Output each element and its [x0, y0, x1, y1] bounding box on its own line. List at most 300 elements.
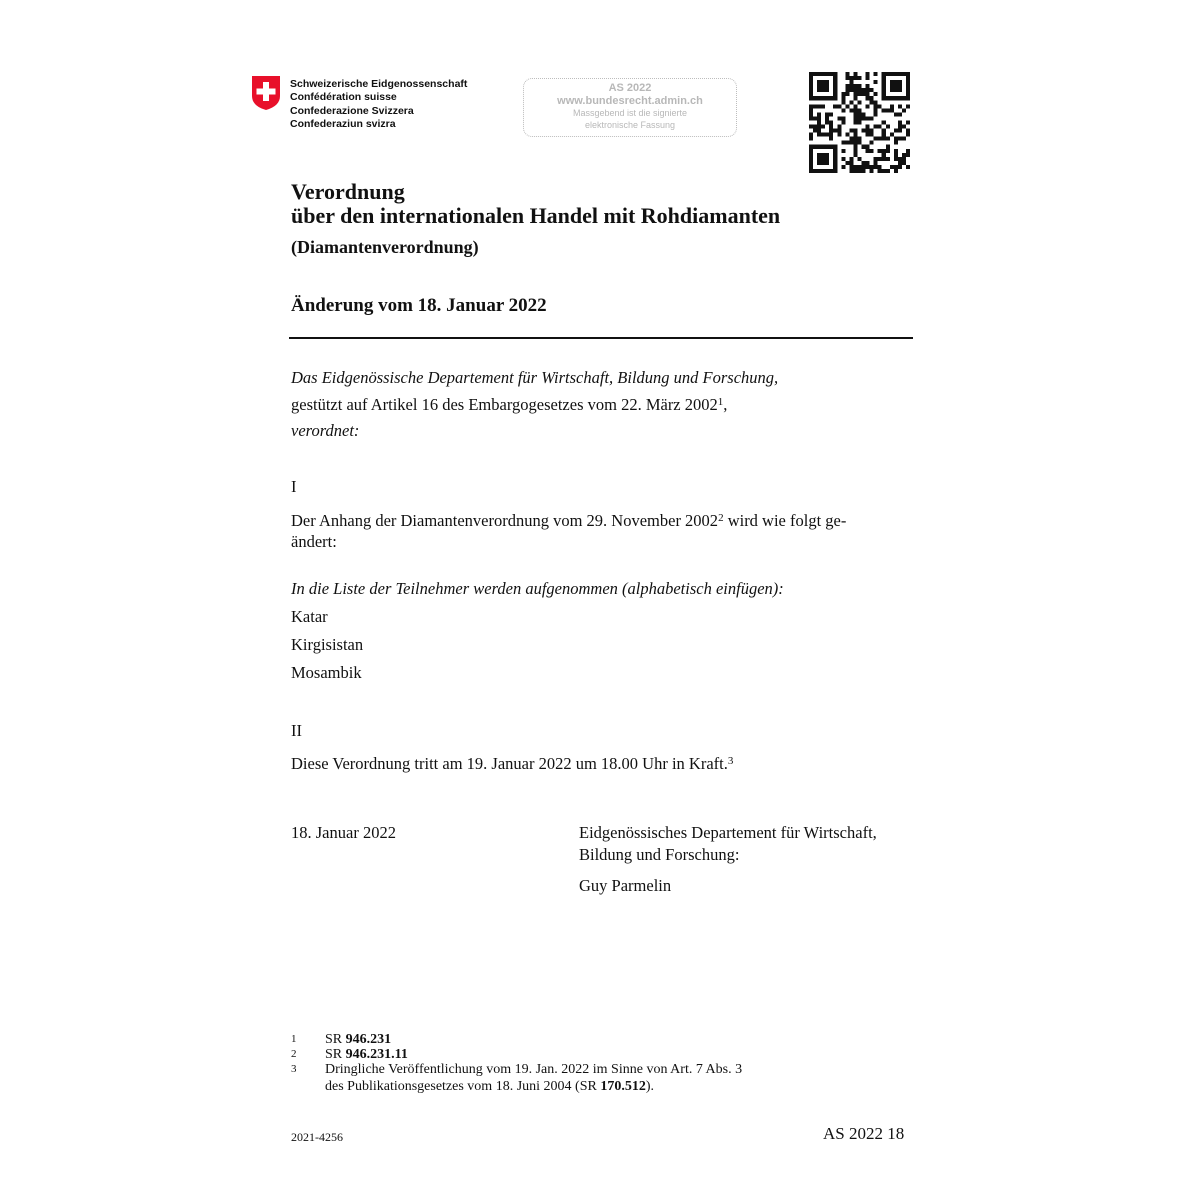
qr-module — [813, 96, 817, 100]
qr-module — [886, 125, 890, 129]
qr-module — [870, 141, 874, 145]
qr-module — [866, 133, 870, 137]
qr-module — [813, 125, 817, 129]
qr-module — [890, 165, 894, 169]
qr-module — [902, 108, 906, 112]
qr-module — [890, 72, 894, 76]
qr-module — [898, 84, 902, 88]
section-1-text-c: ändert: — [291, 532, 337, 551]
qr-module — [825, 116, 829, 120]
qr-module — [878, 137, 882, 141]
qr-module — [825, 161, 829, 165]
footnote-prefix: SR — [325, 1047, 346, 1062]
qr-module — [886, 137, 890, 141]
qr-module — [878, 165, 882, 169]
qr-module — [874, 80, 878, 84]
confederation-line-rm: Confederaziun svizra — [290, 117, 396, 130]
qr-module — [882, 149, 886, 153]
qr-module — [849, 129, 853, 133]
qr-module — [857, 84, 861, 88]
qr-module — [845, 72, 849, 76]
qr-module — [894, 165, 898, 169]
qr-module — [866, 92, 870, 96]
qr-module — [853, 165, 857, 169]
qr-module — [866, 96, 870, 100]
qr-module — [833, 153, 837, 157]
qr-module — [809, 137, 813, 141]
qr-module — [829, 120, 833, 124]
qr-module — [813, 129, 817, 133]
qr-module — [894, 141, 898, 145]
stamp-url: www.bundesrecht.admin.ch — [557, 95, 703, 107]
qr-module — [821, 72, 825, 76]
qr-module — [882, 169, 886, 173]
qr-module — [853, 169, 857, 173]
qr-module — [906, 80, 910, 84]
qr-module — [874, 157, 878, 161]
qr-module — [894, 153, 898, 157]
footnote-number: 3 — [291, 1063, 297, 1075]
qr-module — [874, 165, 878, 169]
footnote-ref-2[interactable]: 2 — [718, 512, 724, 524]
qr-module — [894, 88, 898, 92]
qr-module — [870, 149, 874, 153]
qr-module — [809, 80, 813, 84]
confederation-line-it: Confederazione Svizzera — [290, 104, 414, 117]
qr-module — [886, 72, 890, 76]
qr-module — [902, 72, 906, 76]
qr-module — [829, 133, 833, 137]
qr-module — [866, 161, 870, 165]
qr-module — [862, 169, 866, 173]
qr-module — [866, 76, 870, 80]
qr-module — [849, 84, 853, 88]
qr-module — [809, 169, 813, 173]
qr-module — [906, 72, 910, 76]
qr-module — [853, 149, 857, 153]
qr-module — [894, 80, 898, 84]
qr-module — [817, 96, 821, 100]
stamp-as-number: AS 2022 — [608, 82, 652, 94]
qr-module — [853, 137, 857, 141]
qr-module — [890, 108, 894, 112]
qr-module — [882, 76, 886, 80]
qr-module — [825, 88, 829, 92]
qr-module — [857, 100, 861, 104]
qr-module — [841, 141, 845, 145]
qr-module — [809, 76, 813, 80]
qr-module — [809, 149, 813, 153]
qr-module — [849, 100, 853, 104]
section-1-text — [291, 510, 913, 532]
preamble-basis-end: , — [723, 395, 728, 414]
qr-module — [882, 92, 886, 96]
qr-module — [853, 108, 857, 112]
qr-module — [866, 116, 870, 120]
qr-module — [870, 88, 874, 92]
qr-module — [886, 149, 890, 153]
qr-module — [813, 72, 817, 76]
qr-module — [809, 116, 813, 120]
qr-module — [825, 169, 829, 173]
qr-module — [882, 108, 886, 112]
qr-module — [857, 76, 861, 80]
title-divider — [289, 337, 913, 339]
section-1-text-b: wird wie folgt ge- — [723, 511, 847, 530]
qr-module — [853, 72, 857, 76]
preamble-decrees: verordnet: — [291, 421, 360, 440]
qr-module — [833, 76, 837, 80]
qr-module — [809, 72, 813, 76]
qr-module — [894, 72, 898, 76]
qr-module — [878, 169, 882, 173]
qr-module — [841, 165, 845, 169]
footnote-3-line-2a: des Publikationsgesetzes vom 18. Juni 2004 (SR — [325, 1079, 601, 1094]
qr-module — [862, 129, 866, 133]
qr-module — [833, 169, 837, 173]
qr-module — [906, 129, 910, 133]
qr-module — [853, 84, 857, 88]
footnote-sr-ref: 946.231 — [345, 1032, 392, 1047]
qr-module — [906, 88, 910, 92]
qr-module — [866, 129, 870, 133]
qr-module — [902, 153, 906, 157]
qr-module — [874, 92, 878, 96]
qr-module — [866, 72, 870, 76]
qr-module — [817, 125, 821, 129]
qr-module — [821, 88, 825, 92]
qr-module — [853, 112, 857, 116]
qr-module — [813, 116, 817, 120]
qr-module — [906, 153, 910, 157]
country-list-item: Kirgisistan — [291, 635, 364, 654]
qr-module — [829, 72, 833, 76]
qr-module — [894, 84, 898, 88]
qr-module — [906, 96, 910, 100]
qr-module — [902, 137, 906, 141]
qr-module — [809, 161, 813, 165]
qr-module — [829, 96, 833, 100]
footnote-prefix: SR — [325, 1032, 346, 1047]
qr-module — [906, 92, 910, 96]
qr-module — [813, 145, 817, 149]
qr-module — [817, 84, 821, 88]
qr-module — [845, 76, 849, 80]
qr-module — [821, 84, 825, 88]
qr-module — [882, 84, 886, 88]
qr-module — [841, 120, 845, 124]
qr-module — [898, 104, 902, 108]
qr-module — [894, 129, 898, 133]
short-title: (Diamantenverordnung) — [291, 237, 479, 257]
qr-module — [874, 108, 878, 112]
signature-date: 18. Januar 2022 — [291, 823, 396, 842]
title-line-2: über den internationalen Handel mit Rohdiamanten — [291, 203, 781, 228]
qr-module — [821, 104, 825, 108]
qr-module — [898, 125, 902, 129]
qr-module — [825, 96, 829, 100]
qr-module — [837, 116, 841, 120]
qr-module — [833, 80, 837, 84]
qr-module — [857, 92, 861, 96]
qr-module — [809, 157, 813, 161]
qr-module — [845, 88, 849, 92]
qr-module — [866, 149, 870, 153]
qr-module — [870, 129, 874, 133]
document-number: 2021-4256 — [291, 1130, 343, 1144]
qr-module — [849, 141, 853, 145]
as-number: AS 2022 18 — [823, 1124, 905, 1143]
qr-module — [809, 108, 813, 112]
qr-module — [829, 125, 833, 129]
signatory-name: Guy Parmelin — [579, 876, 672, 895]
qr-module — [845, 133, 849, 137]
preamble-issuer: Das Eidgenössische Departement für Wirtschaft, Bildung und Forschung, — [291, 368, 779, 387]
qr-module — [857, 141, 861, 145]
qr-module — [886, 96, 890, 100]
qr-module — [866, 104, 870, 108]
qr-module — [857, 137, 861, 141]
qr-module — [841, 96, 845, 100]
qr-module — [882, 137, 886, 141]
qr-module — [813, 169, 817, 173]
qr-module — [833, 88, 837, 92]
qr-module — [833, 72, 837, 76]
department-line-2: Bildung und Forschung: — [579, 845, 740, 864]
qr-module — [882, 96, 886, 100]
qr-module — [866, 125, 870, 129]
qr-module — [874, 72, 878, 76]
qr-module — [898, 129, 902, 133]
qr-module — [817, 104, 821, 108]
qr-module — [898, 157, 902, 161]
signature-stamp — [523, 78, 737, 137]
section-1-text-a: Der Anhang der Diamantenverordnung vom 29. November 2002 — [291, 511, 719, 530]
footnote-ref-1[interactable]: 1 — [717, 396, 724, 408]
qr-module — [825, 153, 829, 157]
qr-module — [857, 88, 861, 92]
qr-module — [833, 104, 837, 108]
qr-module — [898, 72, 902, 76]
qr-module — [849, 88, 853, 92]
preamble-basis-text: gestützt auf Artikel 16 des Embargogesetzes vom 22. März 2002 — [291, 395, 718, 414]
qr-module — [857, 116, 861, 120]
qr-module — [857, 112, 861, 116]
qr-module — [866, 165, 870, 169]
qr-module — [821, 125, 825, 129]
footnote-number: 2 — [291, 1048, 297, 1060]
qr-module — [862, 116, 866, 120]
qr-module — [809, 153, 813, 157]
qr-module — [817, 88, 821, 92]
qr-module — [829, 169, 833, 173]
qr-module — [906, 133, 910, 137]
title-line-1: Verordnung — [291, 179, 405, 204]
footnote-sr-ref: 946.231.11 — [345, 1047, 408, 1062]
qr-module — [817, 116, 821, 120]
qr-module — [882, 120, 886, 124]
qr-module — [862, 88, 866, 92]
qr-module — [821, 145, 825, 149]
qr-module — [829, 145, 833, 149]
qr-module — [857, 169, 861, 173]
qr-module — [874, 112, 878, 116]
qr-module — [817, 112, 821, 116]
qr-module — [898, 112, 902, 116]
qr-module — [849, 161, 853, 165]
qr-module — [833, 145, 837, 149]
qr-module — [809, 112, 813, 116]
qr-module — [853, 96, 857, 100]
qr-module — [878, 149, 882, 153]
qr-module — [862, 165, 866, 169]
qr-module — [878, 157, 882, 161]
qr-module — [809, 104, 813, 108]
qr-module — [833, 96, 837, 100]
qr-module — [833, 84, 837, 88]
qr-module — [906, 84, 910, 88]
qr-module — [849, 76, 853, 80]
qr-module — [890, 80, 894, 84]
qr-module — [906, 104, 910, 108]
qr-module — [898, 137, 902, 141]
qr-module — [894, 137, 898, 141]
qr-module — [825, 84, 829, 88]
qr-module — [886, 145, 890, 149]
qr-module — [817, 120, 821, 124]
confederation-line-fr: Confédération suisse — [290, 91, 397, 104]
qr-module — [894, 169, 898, 173]
qr-module — [821, 161, 825, 165]
qr-module — [817, 72, 821, 76]
qr-module — [906, 149, 910, 153]
qr-module — [857, 165, 861, 169]
qr-module — [825, 72, 829, 76]
qr-module — [862, 145, 866, 149]
qr-module — [894, 112, 898, 116]
qr-module — [898, 120, 902, 124]
qr-module — [853, 153, 857, 157]
qr-module — [817, 129, 821, 133]
qr-module — [817, 145, 821, 149]
qr-module — [870, 133, 874, 137]
qr-module — [882, 153, 886, 157]
qr-module — [837, 133, 841, 137]
qr-module — [874, 104, 878, 108]
confederation-name — [290, 78, 467, 131]
qr-module — [825, 80, 829, 84]
department-line-1: Eidgenössisches Departement für Wirtschaft, — [579, 823, 877, 842]
qr-module — [821, 157, 825, 161]
qr-module — [849, 137, 853, 141]
qr-module — [882, 72, 886, 76]
qr-module — [906, 76, 910, 80]
qr-module — [849, 157, 853, 161]
footnote-number: 1 — [291, 1033, 297, 1045]
section-2-text-main: Diese Verordnung tritt am 19. Januar 2022 um 18.00 Uhr in Kraft. — [291, 754, 728, 773]
qr-module — [866, 84, 870, 88]
qr-module — [894, 96, 898, 100]
qr-module — [870, 96, 874, 100]
qr-module — [849, 108, 853, 112]
qr-module — [833, 157, 837, 161]
footnote-3-line-2b: ). — [645, 1079, 654, 1094]
qr-module — [833, 161, 837, 165]
qr-module — [841, 149, 845, 153]
qr-module — [833, 149, 837, 153]
qr-module — [853, 104, 857, 108]
qr-module — [837, 104, 841, 108]
qr-module — [898, 88, 902, 92]
qr-module — [874, 161, 878, 165]
qr-module — [853, 88, 857, 92]
qr-module — [898, 161, 902, 165]
qr-module — [853, 116, 857, 120]
qr-module — [853, 92, 857, 96]
qr-module — [898, 96, 902, 100]
qr-module — [882, 80, 886, 84]
qr-module — [809, 96, 813, 100]
qr-module — [886, 108, 890, 112]
qr-module — [841, 92, 845, 96]
section-1-heading: I — [291, 477, 297, 496]
qr-module — [906, 120, 910, 124]
qr-module — [902, 161, 906, 165]
country-list-item: Katar — [291, 607, 328, 626]
qr-module — [857, 157, 861, 161]
qr-module — [841, 108, 845, 112]
section-1-instruction: In die Liste der Teilnehmer werden aufgenommen (alphabetisch einfügen): — [291, 579, 784, 598]
qr-module — [825, 145, 829, 149]
footnote-sr-ref: 170.512 — [600, 1079, 646, 1094]
qr-module — [833, 92, 837, 96]
footnote-ref-3[interactable]: 3 — [727, 755, 734, 767]
stamp-note-1: Massgebend ist die signierte — [572, 108, 688, 118]
qr-module — [817, 161, 821, 165]
qr-module — [898, 80, 902, 84]
qr-module — [906, 165, 910, 169]
qr-module — [841, 100, 845, 104]
qr-module — [886, 169, 890, 173]
qr-module — [902, 96, 906, 100]
qr-module — [833, 165, 837, 169]
qr-module — [882, 133, 886, 137]
qr-module — [853, 141, 857, 145]
country-list-item: Mosambik — [291, 663, 362, 682]
qr-module — [853, 76, 857, 80]
qr-module — [898, 165, 902, 169]
qr-module — [809, 92, 813, 96]
qr-module — [845, 161, 849, 165]
qr-module — [890, 88, 894, 92]
preamble-basis — [291, 394, 913, 416]
qr-module — [825, 120, 829, 124]
qr-module — [882, 88, 886, 92]
qr-module — [870, 169, 874, 173]
qr-module — [890, 104, 894, 108]
qr-module — [821, 153, 825, 157]
qr-module — [837, 125, 841, 129]
qr-module — [882, 157, 886, 161]
qr-module — [809, 145, 813, 149]
qr-module — [862, 112, 866, 116]
qr-module — [809, 165, 813, 169]
qr-module — [821, 169, 825, 173]
qr-module — [894, 149, 898, 153]
qr-module — [817, 80, 821, 84]
qr-module — [878, 125, 882, 129]
qr-module — [809, 84, 813, 88]
